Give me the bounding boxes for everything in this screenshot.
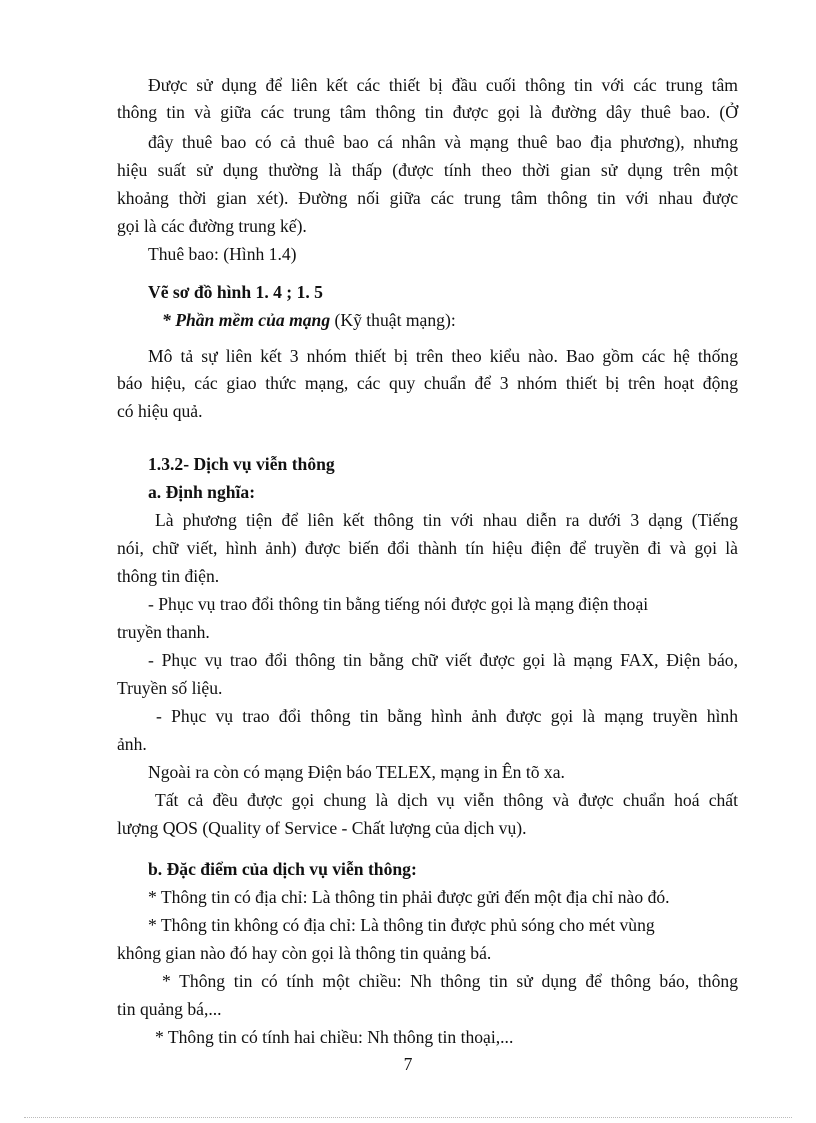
list-item: * Thông tin có tính một chiều: Nh thông tin sử dụng để thông báo, thông	[162, 971, 738, 991]
list-item-continuation: không gian nào đó hay còn gọi là thông tin quảng bá.	[117, 943, 492, 963]
list-item: * Thông tin có địa chỉ: Là thông tin phải được gửi đến một địa chỉ nào đó.	[148, 887, 670, 907]
paragraph-line: Ngoài ra còn có mạng Điện báo TELEX, mạng in Ên tõ xa.	[148, 762, 565, 782]
paragraph-line: nói, chữ viết, hình ảnh) được biến đổi thành tín hiệu điện để truyền đi và gọi là	[117, 538, 738, 558]
paragraph-line: Tất cả đều được gọi chung là dịch vụ viễn thông và được chuẩn hoá chất	[155, 790, 738, 810]
paragraph-line: thông tin điện.	[117, 566, 220, 586]
paragraph-line: Là phương tiện để liên kết thông tin với nhau diễn ra dưới 3 dạng (Tiếng	[155, 510, 738, 530]
list-item: * Thông tin không có địa chỉ: Là thông tin được phủ sóng cho mét vùng	[148, 915, 655, 935]
page-bottom-border	[24, 1117, 792, 1118]
figure-reference: Thuê bao: (Hình 1.4)	[148, 244, 297, 264]
page-number: 7	[403, 1054, 413, 1074]
paragraph-line: Mô tả sự liên kết 3 nhóm thiết bị trên theo kiểu nào. Bao gồm các hệ thống	[148, 346, 738, 366]
list-item-continuation: Truyền số liệu.	[117, 678, 223, 698]
paragraph-line: hiệu suất sử dụng thường là thấp (được tính theo thời gian sử dụng trên một	[117, 160, 738, 180]
list-item: * Thông tin có tính hai chiều: Nh thông tin thoại,...	[155, 1027, 514, 1047]
figure-instruction: Vẽ sơ đồ hình 1. 4 ; 1. 5	[148, 282, 323, 302]
paragraph-line: đây thuê bao có cả thuê bao cá nhân và mạng thuê bao địa phương), nhưng	[148, 132, 738, 152]
paragraph-line: có hiệu quả.	[117, 401, 203, 421]
paragraph-line: thông tin và giữa các trung tâm thông tin được gọi là đường dây thuê bao. (Ở	[117, 102, 738, 122]
list-item-continuation: truyền thanh.	[117, 622, 210, 642]
subsection-heading-definition: a. Định nghĩa:	[148, 482, 256, 502]
subheading-network-software	[162, 309, 456, 331]
list-item: - Phục vụ trao đổi thông tin bằng tiếng nói được gọi là mạng điện thoại	[148, 594, 649, 614]
paragraph-line: Được sử dụng để liên kết các thiết bị đầu cuối thông tin với các trung tâm	[148, 75, 738, 95]
paragraph-line: gọi là các đường trung kế).	[117, 216, 307, 236]
paragraph-line: khoảng thời gian xét). Đường nối giữa các trung tâm thông tin với nhau được	[117, 188, 738, 208]
subsection-heading-features: b. Đặc điểm của dịch vụ viễn thông:	[148, 859, 417, 879]
list-item: - Phục vụ trao đổi thông tin bằng hình ảnh được gọi là mạng truyền hình	[156, 706, 738, 726]
section-heading: 1.3.2- Dịch vụ viễn thông	[148, 454, 335, 474]
list-item: - Phục vụ trao đổi thông tin bằng chữ viết được gọi là mạng FAX, Điện báo,	[148, 650, 738, 670]
subheading-note: (Kỹ thuật mạng):	[330, 310, 456, 330]
paragraph-line: báo hiệu, các giao thức mạng, các quy chuẩn để 3 nhóm thiết bị trên hoạt động	[117, 373, 738, 393]
list-item-continuation: tin quảng bá,...	[117, 999, 222, 1019]
list-item-continuation: ảnh.	[117, 734, 147, 754]
paragraph-line: lượng QOS (Quality of Service - Chất lượng của dịch vụ).	[117, 818, 527, 838]
subheading-label: * Phần mềm của mạng	[162, 310, 331, 330]
